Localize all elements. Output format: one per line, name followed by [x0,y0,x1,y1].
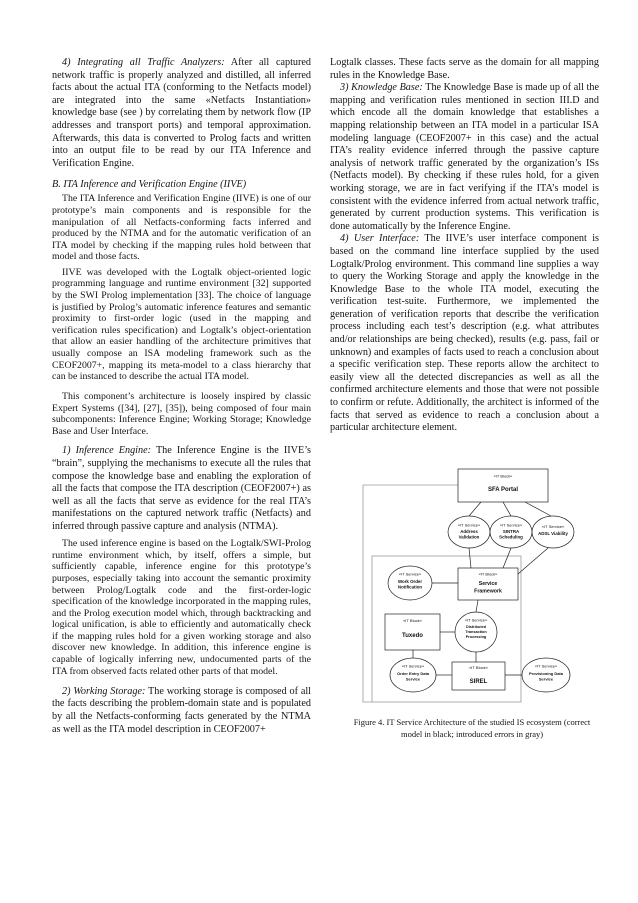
paragraph-body: The IIVE’s user interface component is based on the command line interface supplied by the used Logtalk/Prolog environment. This command line supplies a way to query the Working Storage and apply the knowledge in the Knowledge Base to the whole ITA model, executing the verification test-suite. Furthermore, we implemented the generation of verification reports that describe the verification process including each test’s description (e.g. what attributes and/or relationships are being checked), results (e.g. pass, fail or unknown) and examples of facts used to reach a conclusion about a specific verification step. These reports allow the architect to easily view all the detected discrepancies as well as all the confirmed architecture elements and those that were not possible to confirm or refute. Additionally, the architect is informed of the facts that served as evidence to reach a conclusion about a particular architecture element. [330,233,599,434]
work-order-notification-label: Notification [397,584,423,590]
order-entry-data-service-label: Service [405,676,421,682]
connector-line [503,502,511,516]
section-heading-iive: B. ITA Inference and Verification Engine (IIVE) [52,178,247,190]
paragraph-body: After all captured network traffic is properly analyzed and distilled, all inferred facts about the actual ITA (conforming to the Netfacts model) are integrated into the same «Netfacts Instantiation» knowledge base (see ) by correlating them by network flow (IP addresses and transport ports) and temporal approximation. Afterwards, this data is converted to Prolog facts and written into an output file to be read by our ITA Inference and Verification Engine. [52,57,312,169]
provisioning-data-service-label: Service [538,676,554,682]
paragraph-lead: 3) Knowledge Base: [340,82,423,94]
figure-caption: Figure 4. IT Service Architecture of the studied IS ecosystem (correct model in black; introduced errors in gray) [353,717,591,739]
connector-line [525,502,551,516]
distributed-transaction-processing-stereotype: «IT Service» [464,617,488,623]
order-entry-data-service-label: Order Entry Data [396,671,430,676]
paragraph-lead: 1) Inference Engine: [62,445,152,457]
sfa-portal-stereotype: «IT Block» [493,473,513,479]
distributed-transaction-processing-label: Processing [465,635,487,639]
paragraph-body: The Inference Engine is the IIVE’s “brain”, supplying the mechanisms to execute all the rules that compose the knowledge base and enabling the exploration of all the facts that compose the ITA description (CEOF2007+) as well as all the facts that serve as evidence for the real ITA’s manifestations on the captured network traffic (Netfacts) and inferred through passive capture and analysis (NTMA). [52,445,311,533]
work-order-notification-stereotype: «IT Service» [398,571,422,577]
connector-line [469,502,481,516]
address-validation-label: Validation [458,534,480,540]
work-order-notification-label: Work Order [397,579,423,584]
address-validation-stereotype: «IT Service» [457,522,481,528]
order-entry-data-service-stereotype: «IT Service» [401,663,425,669]
paragraph-lead: 4) Integrating all Traffic Analyzers: [62,57,225,68]
provisioning-data-service-label: Provisioning Data [528,671,564,676]
connector-line [476,600,478,612]
sfa-portal-label: SFA Portal [487,487,519,493]
sirel-stereotype: «IT Block» [469,665,488,670]
paragraph-working-storage [52,686,311,736]
paragraph-body: The working storage is composed of all the facts describing the problem-domain state and is populated by all the Netfacts-conforming facts generated by the NTMA as well as the ITA model description in CEOF2007+ [52,685,311,735]
adsl-viability-stereotype: «IT Service» [541,524,565,529]
gray-connector-line [363,485,372,702]
paragraph-iive-architecture: This component’s architecture is loosely inspired by classic Expert Systems ([34], [27], [35]), being composed of four main subcomponents: Inference Engine; Working Storage; Knowledge Base and User Interface. [52,391,311,437]
adsl-viability-label: ADSL Viability [538,531,568,536]
sintra-scheduling-label: Scheduling [499,534,523,540]
service-framework-stereotype: «IT Block» [478,571,498,577]
left-column [52,57,311,736]
paragraph-iive-logtalk: IIVE was developed with the Logtalk object-oriented logic programming language and runtime environment [32] supported by the SWI Prolog implementation [33]. The choice of language is justified by Prolog’s automatic inference features and semantic proximity to first-order logic (used in the mapping and verification rules specification) and Logtalk’s object-orientation that allow an easier handling of the architecture primitives that usually compose an ISA modeling framework such as the CEOF2007+, mapping its meta-model to a class hierarchy that can be instanced to describe the actual ITA model. [52,266,311,383]
paragraph-lead: 4) User Interface: [340,233,420,245]
sintra-scheduling-label: SINTRA [502,529,520,534]
paragraph-iive-intro: The ITA Inference and Verification Engine (IIVE) is one of our prototype’s main components and is responsible for the manipulation of all Netfacts-conforming facts inferred and produced by the NTMA and for the automatic verification of an ITA model by checking if the mapping rules hold between that model and those facts. [52,193,311,263]
connector-line [469,548,471,568]
connector-line [503,548,511,568]
tuxedo-label: Tuxedo [402,633,423,639]
service-framework-label: Framework [474,588,502,595]
distributed-transaction-processing-label: Distributed [465,625,487,629]
sintra-scheduling-stereotype: «IT Service» [499,522,523,528]
paragraph-integrating-traffic-analyzers [52,57,311,170]
paragraph-lead: 2) Working Storage: [62,685,146,697]
right-column [330,57,599,435]
connector-line [518,548,548,574]
paragraph-user-interface [330,233,599,435]
paragraph-inference-engine-implementation: The used inference engine is based on the Logtalk/SWI-Prolog runtime environment which, by itself, offers a simple, but sufficiently capable, inference engine for this prototype’s purposes, especially taking into account the semantic proximity between Prolog/Logtalk code and the first-order-logic specification of the knowledge incorporated in the mapping rules, and the Prolog execution model which, through backtracking and logical unification, is able to efficiently and automatically check if the mapping rules hold for a given working storage and also discover new knowledge. In addition, this inference engine is capable of logically inferring new, undocumented parts of the ITA from observed facts related other parts of that model. [52,538,311,677]
tuxedo-stereotype: «IT Block» [403,618,422,623]
service-framework-label: Service [478,581,498,587]
provisioning-data-service-stereotype: «IT Service» [534,663,558,669]
distributed-transaction-processing-label: Transaction [465,630,487,634]
it-service-architecture-figure [353,464,579,710]
paragraph-continuation: Logtalk classes. These facts serve as the domain for all mapping rules in the Knowledge Base. [330,57,599,81]
sirel-label: SIREL [469,679,488,685]
address-validation-label: Address [460,529,478,534]
paragraph-inference-engine [52,445,311,533]
paragraph-knowledge-base [330,82,599,233]
paragraph-body: The Knowledge Base is made up of all the mapping and verification rules mentioned in section III.D and which encode all the domain knowledge that establishes a mapping relationship between an ITA model in a particular ISA modeling language (CEOF2007+ in this case) and the actual ITA’s reality evidence inferred through the passive capture analysis of network traffic generated by the organization’s ISs (Netfacts model). By checking if these rules hold, for a given working storage, we are in fact verifying if the ITA’s model is consistent with the evidence inferred from actual network traffic, generated by current production systems. This verification is done automatically by the Inference Engine. [330,82,599,232]
